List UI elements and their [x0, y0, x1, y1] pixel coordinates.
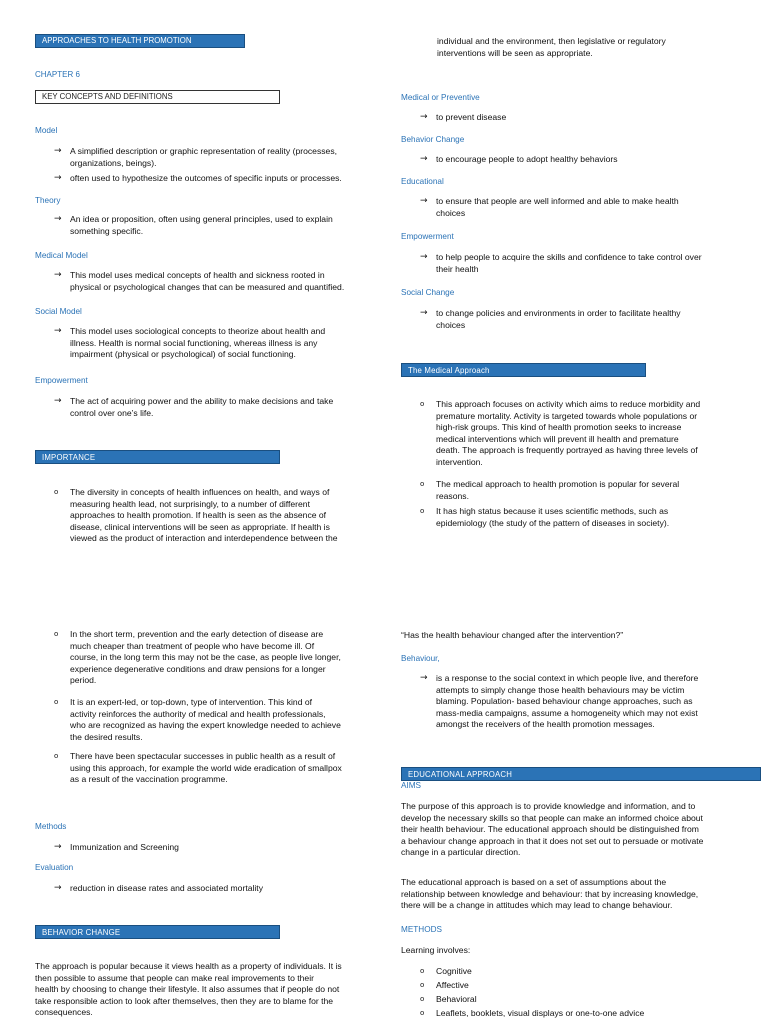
term-empowerment: Empowerment: [35, 376, 88, 385]
circle-bullet-icon: o: [54, 488, 59, 496]
term-medical-preventive: Medical or Preventive: [401, 93, 480, 102]
term-methods-right: METHODS: [401, 925, 442, 934]
arrow-icon: →: [420, 154, 428, 164]
continued-text: individual and the environment, then legislative or regulatory interventions will be seen as appropriate.: [437, 36, 666, 58]
circle-bullet-icon: o: [420, 400, 425, 408]
aims-paragraph-2: The educational approach is based on a set of assumptions about the relationship between knowledge and behaviour: that by increasing knowledge, there will be a change in attitudes which may lead to change behaviour.: [401, 877, 699, 911]
circle-bullet-icon: o: [54, 752, 59, 760]
learning-label: Learning involves:: [401, 945, 471, 955]
term-medical-model: Medical Model: [35, 251, 88, 260]
term-methods-left: Methods: [35, 822, 67, 831]
arrow-icon: →: [54, 214, 62, 224]
chapter-label: CHAPTER 6: [35, 70, 80, 79]
quote-text: “Has the health behaviour changed after the intervention?”: [401, 630, 624, 640]
arrow-icon: →: [54, 270, 62, 280]
circle-bullet-icon: o: [420, 967, 425, 975]
term-empowerment-right: Empowerment: [401, 232, 454, 241]
circle-bullet-icon: o: [420, 981, 425, 989]
arrow-icon: →: [54, 173, 62, 183]
term-theory: Theory: [35, 196, 61, 205]
circle-bullet-icon: o: [420, 1009, 425, 1017]
arrow-icon: →: [54, 146, 62, 156]
arrow-icon: →: [420, 673, 428, 683]
arrow-icon: →: [420, 112, 428, 122]
term-behavior-change: Behavior Change: [401, 135, 465, 144]
circle-bullet-icon: o: [54, 630, 59, 638]
term-social-change: Social Change: [401, 288, 455, 297]
behavior-change-paragraph: The approach is popular because it views health as a property of individuals. It is then possible to assume that people can make real improvements to their health by choosing to change their lifestyle. It also assumes that if people do not take responsible action to look after themselves, then they are to blame for the consequences.: [35, 961, 342, 1018]
arrow-icon: →: [54, 883, 62, 893]
circle-bullet-icon: o: [54, 698, 59, 706]
section-header-educational: EDUCATIONAL APPROACH: [401, 767, 761, 781]
term-educational: Educational: [401, 177, 444, 186]
term-model: Model: [35, 126, 58, 135]
section-header-importance: IMPORTANCE: [35, 450, 280, 464]
section-header-behavior-change: BEHAVIOR CHANGE: [35, 925, 280, 939]
section-header-approaches: APPROACHES TO HEALTH PROMOTION: [35, 34, 245, 48]
arrow-icon: →: [420, 252, 428, 262]
arrow-icon: →: [420, 196, 428, 206]
arrow-icon: →: [54, 842, 62, 852]
circle-bullet-icon: o: [420, 995, 425, 1003]
arrow-icon: →: [54, 326, 62, 336]
term-aims: AIMS: [401, 781, 422, 790]
circle-bullet-icon: o: [420, 507, 425, 515]
section-header-medical-approach: The Medical Approach: [401, 363, 646, 377]
arrow-icon: →: [54, 396, 62, 406]
circle-bullet-icon: o: [420, 480, 425, 488]
term-social-model: Social Model: [35, 307, 82, 316]
term-behaviour: Behaviour,: [401, 654, 440, 663]
aims-paragraph-1: The purpose of this approach is to provide knowledge and information, and to develop the necessary skills so that people can make an informed choice about their health behaviour. The educational approach should be distinguished from a behaviour change approach in that it does not set out to persuade or motivate change in a particular direction.: [401, 801, 704, 858]
term-evaluation: Evaluation: [35, 863, 74, 872]
section-header-key-concepts: KEY CONCEPTS AND DEFINITIONS: [35, 90, 280, 104]
arrow-icon: →: [420, 308, 428, 318]
